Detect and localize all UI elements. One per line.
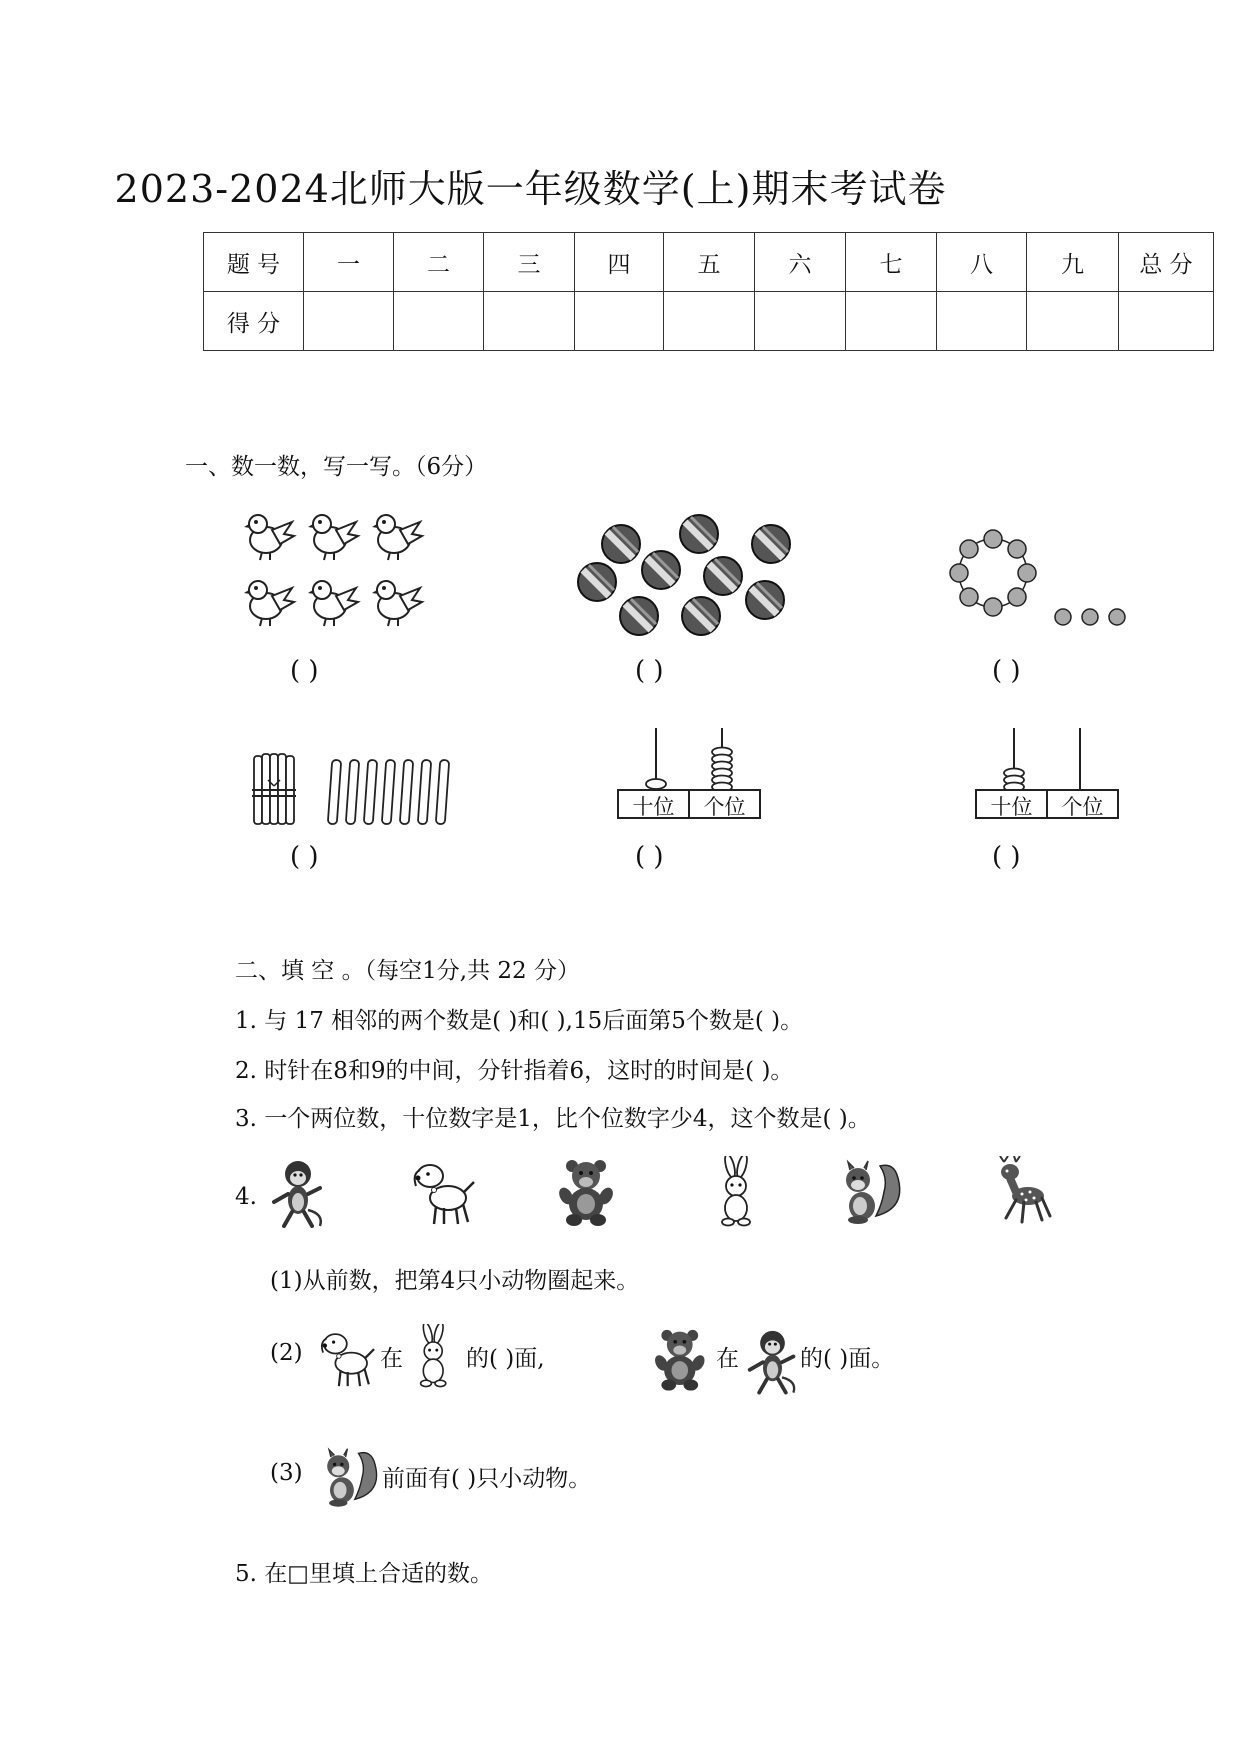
answer-blank[interactable]: ( ) bbox=[290, 842, 319, 872]
stick-icon bbox=[364, 760, 377, 824]
score-header-cell: 八 bbox=[937, 233, 1027, 292]
answer-blank[interactable]: ( ) bbox=[992, 656, 1021, 686]
ball-icon bbox=[620, 597, 658, 635]
score-header-cell: 四 bbox=[575, 233, 664, 292]
squirrel-icon bbox=[836, 1158, 908, 1230]
bear-icon bbox=[654, 1328, 710, 1396]
answer-blank[interactable]: ( ) bbox=[635, 656, 664, 686]
section2-heading: 二、填 空 。（每空1分,共 22 分） bbox=[235, 958, 580, 984]
bead-icon bbox=[1055, 609, 1071, 625]
bear-icon bbox=[558, 1158, 618, 1230]
abacus-tens-label: 十位 bbox=[990, 795, 1033, 819]
beads-group bbox=[935, 525, 1155, 635]
abacus-tens-label: 十位 bbox=[632, 795, 675, 819]
score-input-cell[interactable] bbox=[755, 292, 846, 351]
bird-icon bbox=[244, 515, 294, 560]
deer-icon bbox=[988, 1156, 1058, 1228]
score-input-cell[interactable] bbox=[1027, 292, 1119, 351]
question-1: 1. 与 17 相邻的两个数是( )和( ),15后面第5个数是( )。 bbox=[235, 1008, 804, 1034]
page-title: 2023-2024北师大版一年级数学(上)期末考试卷 bbox=[114, 167, 947, 211]
score-input-cell[interactable] bbox=[937, 292, 1027, 351]
abacus-icon bbox=[974, 728, 1120, 820]
question-4-2-de2: 的( )面。 bbox=[800, 1346, 895, 1372]
bead-icon bbox=[1109, 609, 1125, 625]
balls-group bbox=[575, 512, 795, 642]
score-input-cell[interactable] bbox=[575, 292, 664, 351]
score-header-cell: 三 bbox=[484, 233, 575, 292]
stick-icon bbox=[328, 760, 341, 824]
question-4-3-prefix: (3) bbox=[270, 1460, 303, 1486]
abacus-ones-label: 个位 bbox=[1061, 795, 1104, 819]
stick-icon bbox=[346, 760, 359, 824]
sticks-group bbox=[248, 752, 458, 832]
question-4-2-prefix: (2) bbox=[270, 1340, 303, 1366]
bead-icon bbox=[960, 588, 978, 606]
stick-icon bbox=[400, 760, 413, 824]
abacus-icon bbox=[616, 728, 762, 820]
score-input-cell[interactable] bbox=[484, 292, 575, 351]
monkey-icon bbox=[744, 1328, 804, 1398]
answer-blank[interactable]: ( ) bbox=[992, 842, 1021, 872]
abacus-ones-label: 个位 bbox=[703, 795, 746, 819]
bead-icon bbox=[1008, 588, 1026, 606]
bird-icon bbox=[372, 515, 422, 560]
ball-icon bbox=[642, 551, 680, 589]
ball-icon bbox=[578, 563, 616, 601]
squirrel-icon bbox=[318, 1446, 384, 1518]
monkey-icon bbox=[268, 1158, 338, 1230]
stick-icon bbox=[436, 760, 449, 824]
bird-icon bbox=[244, 581, 294, 626]
score-row-label: 得 分 bbox=[204, 292, 304, 351]
bead-icon bbox=[1082, 609, 1098, 625]
answer-blank[interactable]: ( ) bbox=[290, 656, 319, 686]
dog-icon bbox=[408, 1158, 480, 1230]
score-input-cell[interactable] bbox=[304, 292, 394, 351]
ball-icon bbox=[752, 525, 790, 563]
section1-heading: 一、数一数，写一写。（6分） bbox=[185, 454, 488, 480]
stick-icon bbox=[418, 760, 431, 824]
score-header-cell: 总 分 bbox=[1119, 233, 1214, 292]
ball-icon bbox=[680, 515, 718, 553]
dog-icon bbox=[316, 1328, 380, 1400]
ball-icon bbox=[746, 581, 784, 619]
bird-icon bbox=[308, 581, 358, 626]
question-4-2-de1: 的( )面, bbox=[466, 1346, 545, 1372]
score-header-cell: 五 bbox=[664, 233, 755, 292]
question-2: 2. 时针在8和9的中间，分针指着6，这时的时间是( )。 bbox=[235, 1058, 794, 1084]
bead-icon bbox=[1018, 564, 1036, 582]
bead-icon bbox=[950, 564, 968, 582]
question-4-2-zai: 在 bbox=[380, 1346, 403, 1372]
rabbit-icon bbox=[408, 1324, 460, 1396]
rabbit-icon bbox=[708, 1156, 768, 1230]
score-input-cell[interactable] bbox=[394, 292, 484, 351]
score-input-cell[interactable] bbox=[664, 292, 755, 351]
bead-icon bbox=[984, 598, 1002, 616]
ball-icon bbox=[602, 525, 640, 563]
answer-blank[interactable]: ( ) bbox=[635, 842, 664, 872]
score-header-cell: 九 bbox=[1027, 233, 1119, 292]
ball-icon bbox=[682, 597, 720, 635]
score-header-cell: 六 bbox=[755, 233, 846, 292]
question-5: 5. 在□里填上合适的数。 bbox=[235, 1561, 493, 1587]
ball-icon bbox=[704, 557, 742, 595]
bead-icon bbox=[960, 540, 978, 558]
bundle-sticks-icon bbox=[252, 754, 296, 824]
score-table bbox=[203, 232, 1214, 351]
bird-icon bbox=[308, 515, 358, 560]
question-4-number: 4. bbox=[235, 1184, 257, 1210]
stick-icon bbox=[382, 760, 395, 824]
bird-icon bbox=[372, 581, 422, 626]
score-input-cell[interactable] bbox=[1119, 292, 1214, 351]
score-header-cell: 七 bbox=[846, 233, 937, 292]
question-4-1: (1)从前数，把第4只小动物圈起来。 bbox=[270, 1268, 640, 1294]
score-header-cell: 题 号 bbox=[204, 233, 304, 292]
question-3: 3. 一个两位数，十位数字是1，比个位数字少4，这个数是( )。 bbox=[235, 1106, 871, 1132]
score-table-score-row bbox=[204, 292, 1214, 351]
bead-icon bbox=[1008, 540, 1026, 558]
bead-icon bbox=[984, 530, 1002, 548]
question-4-3-text: 前面有( )只小动物。 bbox=[382, 1466, 592, 1492]
score-table-header-row bbox=[204, 233, 1214, 292]
score-header-cell: 一 bbox=[304, 233, 394, 292]
question-4-2-zai2: 在 bbox=[716, 1346, 739, 1372]
score-header-cell: 二 bbox=[394, 233, 484, 292]
score-input-cell[interactable] bbox=[846, 292, 937, 351]
birds-group bbox=[244, 510, 434, 645]
